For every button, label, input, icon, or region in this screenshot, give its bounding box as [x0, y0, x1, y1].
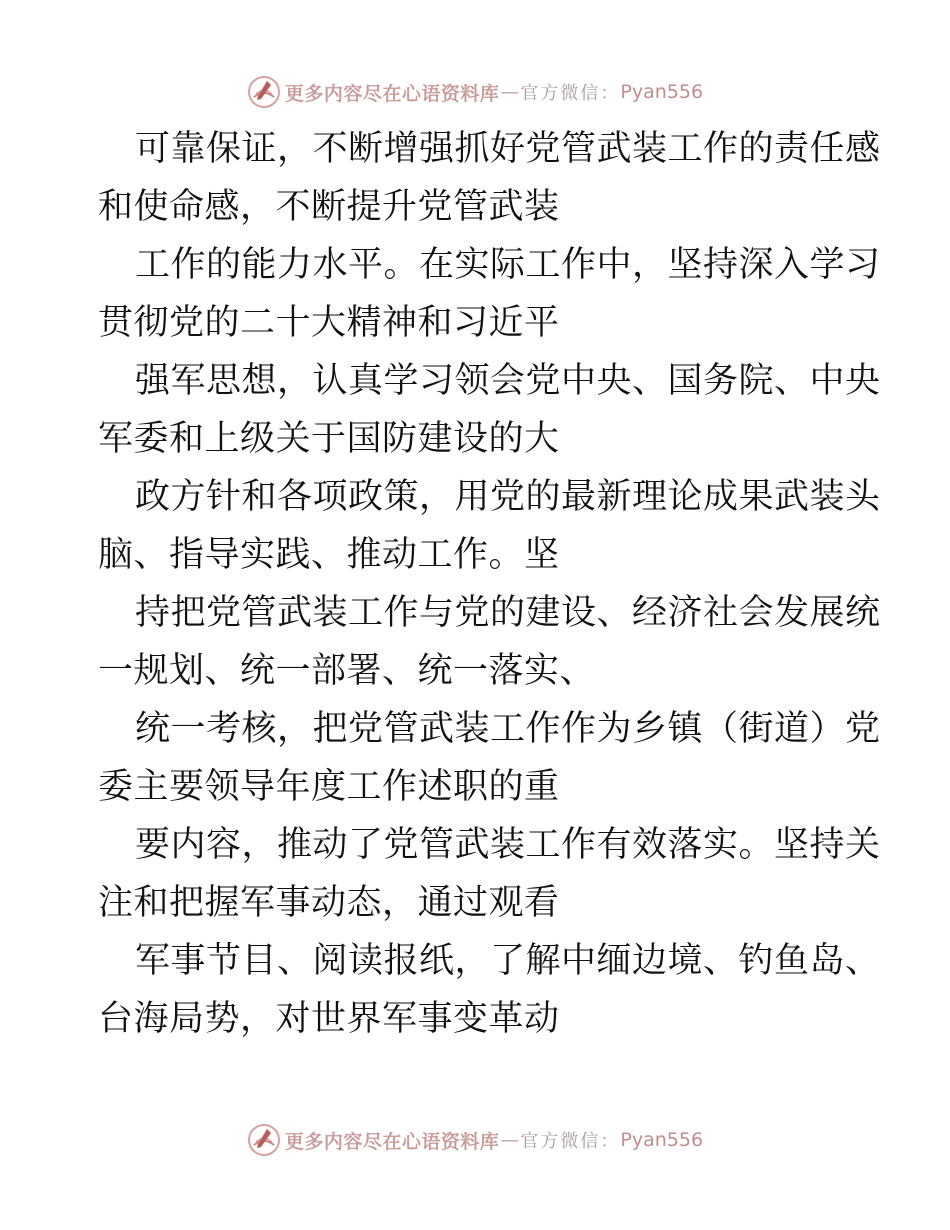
text-line: 贯彻党的二十大精神和习近平 [98, 303, 560, 343]
text-line: 军委和上级关于国防建设的大 [98, 419, 560, 459]
watermark-official-label: 官方微信： [520, 83, 621, 104]
text-line: 脑、指导实践、推动工作。坚 [98, 535, 560, 575]
watermark-brand-text: 更多内容尽在心语资料库 [284, 1130, 500, 1153]
text-line: 持把党管武装工作与党的建设、经济社会发展统 [135, 593, 881, 633]
watermark-dash: — [500, 1129, 520, 1151]
watermark-official-label: 官方微信： [520, 1131, 621, 1152]
document-body [98, 120, 881, 1048]
text-line: 要内容，推动了党管武装工作有效落实。坚持关 [135, 825, 881, 865]
text-line: 一规划、统一部署、统一落实、 [98, 651, 596, 691]
watermark-brand-text: 更多内容尽在心语资料库 [284, 82, 500, 105]
text-line: 工作的能力水平。在实际工作中，坚持深入学习 [135, 245, 881, 285]
book-pen-logo-icon [247, 75, 281, 109]
header-watermark [0, 72, 950, 112]
book-pen-logo-icon [247, 1123, 281, 1157]
text-line: 台海局势，对世界军事变革动 [98, 999, 560, 1039]
text-line: 可靠保证，不断增强抓好党管武装工作的责任感 [135, 129, 881, 169]
watermark-wechat-id: Pyan556 [620, 1129, 704, 1151]
watermark-wechat-id: Pyan556 [620, 81, 704, 103]
text-line: 和使命感，不断提升党管武装 [98, 187, 560, 227]
footer-watermark [0, 1120, 950, 1160]
text-line: 军事节目、阅读报纸，了解中缅边境、钓鱼岛、 [135, 941, 881, 981]
text-line: 统一考核，把党管武装工作作为乡镇（街道）党 [135, 709, 881, 749]
text-line: 政方针和各项政策，用党的最新理论成果武装头 [135, 477, 881, 517]
text-line: 强军思想，认真学习领会党中央、国务院、中央 [135, 361, 881, 401]
text-line: 委主要领导年度工作述职的重 [98, 767, 560, 807]
watermark-dash: — [500, 81, 520, 103]
text-line: 注和把握军事动态，通过观看 [98, 883, 560, 923]
